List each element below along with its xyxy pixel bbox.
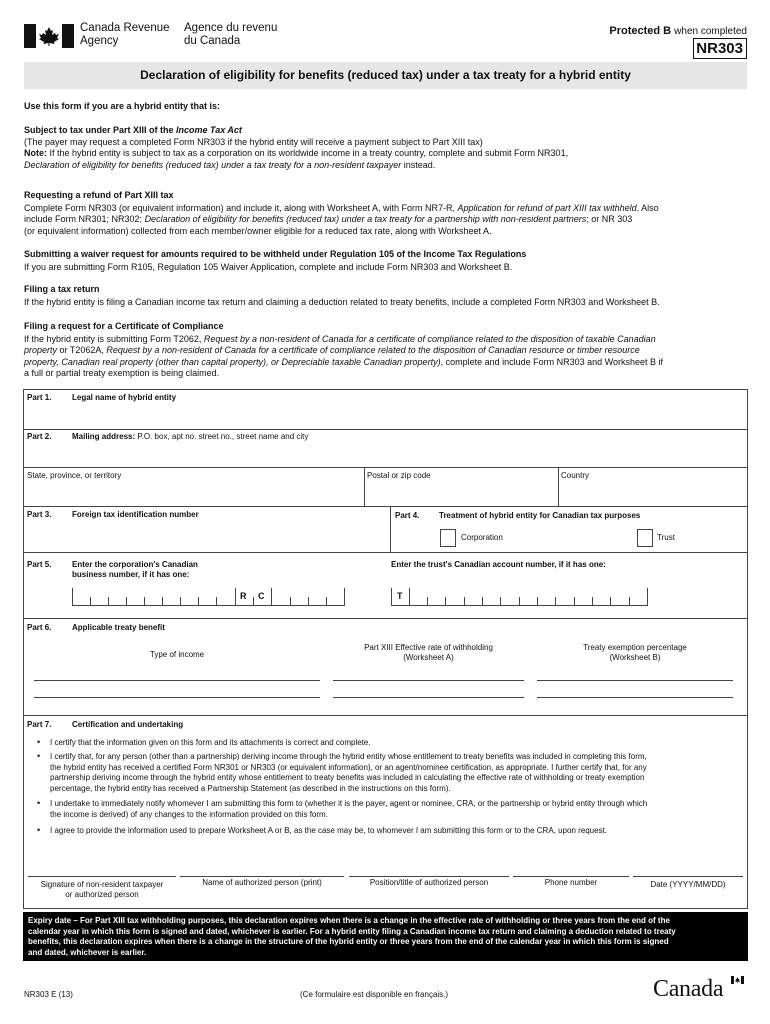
rate-row2[interactable]	[333, 697, 524, 698]
country-field[interactable]	[559, 482, 746, 504]
trust-account-field[interactable]	[391, 588, 648, 606]
part6-label: Part 6.	[27, 623, 52, 632]
expiry-banner	[23, 912, 748, 961]
trust-account-title: Enter the trust's Canadian account number, if it has one:	[391, 560, 606, 569]
cert-item-2: • I certify that, for any person (other than a partnership) deriving income through the hybrid entity whose entitlement to treaty benefits was included in completing this form, the hybrid entity has received a certified Form NR301 or NR303 (or equivalent information), or an agent/nominee certification, as appropriate. I further certify that, for any partnership deriving income through the hybrid entity whose entitlement to treaty benefits was included in calculating the effective rate of withholding or treaty exemption percentage, the hybrid entity has received a Partnership Statement (as described in the instructions on this form).	[37, 750, 647, 794]
certification-list	[35, 738, 740, 836]
name-field[interactable]	[180, 876, 344, 877]
title-bar	[24, 62, 747, 89]
divider	[24, 429, 747, 430]
part7-title: Certification and undertaking	[72, 720, 184, 729]
phone-field[interactable]	[513, 876, 629, 877]
section-heading: Requesting a refund of Part XIII tax	[24, 190, 174, 200]
protected-b-label	[609, 24, 747, 39]
form-number: NR303	[696, 40, 743, 57]
section-compliance	[24, 321, 754, 380]
part3-label: Part 3.	[27, 510, 52, 519]
canada-wordmark-text: Canada	[653, 976, 724, 1002]
section-note: Note: If the hybrid entity is subject to tax as a corporation on its worldwide income in a treaty country, complete and submit Form NR301,	[24, 148, 569, 159]
foreign-tax-id-field[interactable]	[24, 522, 388, 550]
legal-name-field[interactable]	[24, 404, 747, 428]
form-title: Declaration of eligibility for benefits (reduced tax) under a tax treaty for a hybrid entity	[140, 68, 631, 82]
type-income-row1[interactable]	[34, 680, 320, 681]
section-heading: Submitting a waiver request for amounts required to be withheld under Regulation 105 of the Income Tax Regulations	[24, 249, 527, 259]
part6-title: Applicable treaty benefit	[72, 623, 165, 632]
rate-header: Part XIII Effective rate of withholding (Worksheet A)	[364, 643, 493, 662]
postal-label: Postal or zip code	[367, 471, 431, 480]
expiry-line: calendar year in which this form is signed and dated, whichever is earlier. For a hybrid entity filing a Canadian income tax return and claiming a deduction related to treaty	[28, 926, 676, 936]
part2-label: Part 2.	[27, 432, 52, 441]
corporation-checkbox[interactable]	[440, 529, 456, 547]
signature-label: Signature of non-resident taxpayer or authorized person	[40, 880, 164, 899]
bn-c-letter: C	[258, 591, 265, 601]
agency-en-line2: Agency	[80, 35, 119, 47]
agency-name-fr	[184, 22, 277, 48]
business-number-field[interactable]	[72, 588, 345, 606]
mailing-address-field[interactable]	[24, 444, 747, 466]
cert-item-1: • I certify that the information given on this form and its attachments is correct and complete.	[37, 737, 371, 747]
part1-label: Part 1.	[27, 393, 52, 402]
canada-wordmark	[653, 975, 748, 1003]
trust-label: Trust	[657, 533, 675, 542]
section-text: a full or partial treaty exemption is being claimed.	[24, 368, 220, 379]
section-text: property or T2062A, Request by a non-resident of Canada for a certificate of compliance related to the disposition of Canadian resource or timber resource	[24, 345, 640, 356]
part7-label: Part 7.	[27, 720, 52, 729]
date-field[interactable]	[633, 876, 743, 877]
agency-en-line1: Canada Revenue	[80, 22, 170, 34]
expiry-line: benefits, this declaration expires when there is a change in the structure of the hybrid entity or three years from the end of the calendar year in which this form is signed	[28, 937, 669, 947]
postal-field[interactable]	[365, 482, 557, 504]
section-tax-return	[24, 284, 754, 308]
section-text: If you are submitting Form R105, Regulation 105 Waiver Application, complete and include Form NR303 and Worksheet B.	[24, 261, 513, 272]
agency-name-en	[80, 22, 170, 48]
part1-title: Legal name of hybrid entity	[72, 393, 177, 402]
position-label: Position/title of authorized person	[369, 878, 489, 887]
expiry-line: and dated, whichever is earlier.	[28, 947, 147, 957]
exemption-row1[interactable]	[537, 680, 733, 681]
divider	[24, 715, 747, 716]
section-heading: Filing a tax return	[24, 284, 100, 294]
part2-title: Mailing address: P.O. box, apt no. street no., street name and city	[72, 432, 309, 441]
country-label: Country	[561, 471, 590, 480]
divider	[24, 552, 747, 553]
section-text: Complete Form NR303 (or equivalent information) and include it, along with Worksheet A, with Form NR7-R, Application for refund of part XIII tax withheld. Also	[24, 202, 659, 213]
section-text: (The payer may request a completed Form NR303 if the hybrid entity will receive a payment subject to Part XIII tax)	[24, 136, 483, 147]
canada-flag-logo	[24, 24, 74, 48]
date-label: Date (YYYY/MM/DD)	[650, 880, 726, 889]
section-text: (or equivalent information) collected from each member/owner eligible for a reduced tax rate, along with Worksheet A.	[24, 225, 492, 236]
trust-checkbox[interactable]	[637, 529, 653, 547]
part5-label: Part 5.	[27, 560, 52, 569]
name-label: Name of authorized person (print)	[202, 878, 322, 887]
type-income-header: Type of income	[149, 650, 205, 659]
position-field[interactable]	[349, 876, 509, 877]
section-text: If the hybrid entity is submitting Form T2062, Request by a non-resident of Canada for a certificate of compliance related to the disposition of taxable Canadian	[24, 333, 656, 344]
expiry-line: Expiry date – For Part XIII tax withholding purposes, this declaration expires when there is a change in the effective rate of withholding or three years from the end of the	[28, 916, 670, 925]
french-availability: (Ce formulaire est disponible en français.)	[300, 990, 449, 999]
part4-label: Part 4.	[395, 511, 420, 520]
divider	[24, 467, 747, 468]
section-note-cont: Declaration of eligibility for benefits (reduced tax) under a tax treaty for a non-resident taxpayer instead.	[24, 159, 436, 170]
form-number-box	[693, 38, 747, 59]
divider	[24, 618, 747, 619]
signature-field[interactable]	[28, 876, 176, 877]
section-heading: Filing a request for a Certificate of Compliance	[24, 321, 224, 331]
protected-b: Protected B	[609, 25, 672, 37]
section-refund	[24, 190, 754, 237]
rate-row1[interactable]	[333, 680, 524, 681]
part3-title: Foreign tax identification number	[72, 510, 199, 519]
part4-title: Treatment of hybrid entity for Canadian tax purposes	[439, 511, 641, 520]
corporation-label: Corporation	[461, 533, 503, 542]
phone-label: Phone number	[544, 878, 598, 887]
state-label: State, province, or territory	[27, 471, 122, 480]
section-text: If the hybrid entity is filing a Canadian income tax return and claiming a deduction related to treaty benefits, include a completed Form NR303 and Worksheet B.	[24, 296, 660, 307]
agency-fr-line1: Agence du revenu	[184, 22, 278, 34]
divider	[390, 506, 391, 552]
agency-fr-line2: du Canada	[184, 35, 241, 47]
section-text: property, Canadian real property (other than capital property), or Depreciable taxable Canadian property), complete and include Form NR303 and Worksheet B if	[24, 356, 664, 367]
section-waiver	[24, 249, 754, 273]
type-income-row2[interactable]	[34, 697, 320, 698]
state-field[interactable]	[24, 482, 363, 504]
canada-wordmark-flag-icon	[731, 976, 744, 984]
section-heading: Subject to tax under Part XIII of the Income Tax Act	[24, 125, 242, 135]
intro-text: Use this form if you are a hybrid entity that is:	[24, 101, 221, 111]
cert-item-3: • I undertake to immediately notify whomever I am submitting this form to (whether it is the payer, agent or nominee, CRA, or the partnership or hybrid entity through which the income is derived) of any changes to the information provided on this form.	[37, 797, 648, 819]
section-text: include Form NR301; NR302; Declaration of eligibility for benefits (reduced tax) under a tax treaty for a partnership with non-resident partners; or NR 303	[24, 214, 633, 225]
cert-item-4: • I agree to provide the information used to prepare Worksheet A or B, as the case may be, to whomever I am submitting this form or to the CRA, upon request.	[37, 824, 608, 835]
trust-t-letter: T	[397, 591, 403, 601]
exemption-header: Treaty exemption percentage (Worksheet B)	[583, 643, 687, 662]
when-completed: when completed	[674, 26, 747, 37]
part5-title: Enter the corporation's Canadian business number, if it has one:	[72, 560, 198, 579]
section-subject-to-tax	[24, 125, 749, 171]
divider	[24, 506, 747, 507]
form-code: NR303 E (13)	[24, 990, 73, 999]
exemption-row2[interactable]	[537, 697, 733, 698]
bn-r-letter: R	[240, 591, 247, 601]
